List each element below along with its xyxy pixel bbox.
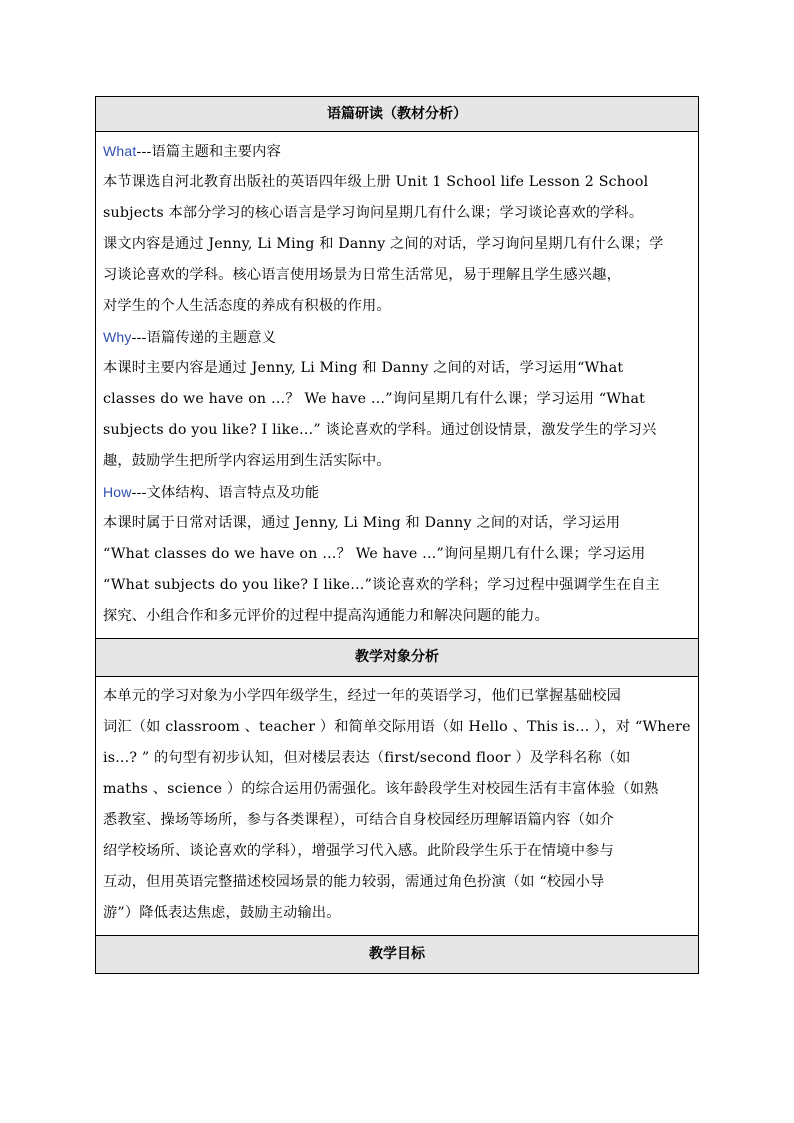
text-study-content	[96, 132, 699, 639]
paragraph-line: 本节课选自河北教育出版社的英语四年级上册 Unit 1 School life Lesson 2 School	[103, 174, 649, 190]
paragraph-line: classes do we have on …？ We have …”询问星期几有什么课；学习运用 “What	[103, 391, 646, 407]
paragraph-line: 本课时属于日常对话课，通过 Jenny, Li Ming 和 Danny 之间的对话，学习运用	[103, 515, 621, 531]
how-keyword: How	[103, 484, 132, 500]
table-row	[96, 97, 699, 132]
table-row	[96, 132, 699, 639]
why-keyword: Why	[103, 329, 132, 345]
why-heading-text: ---语篇传递的主题意义	[131, 330, 277, 346]
section-title-text-study: 语篇研读（教材分析）	[96, 97, 699, 132]
paragraph-line: 绍学校场所、谈论喜欢的学科），增强学习代入感。此阶段学生乐于在情境中参与	[103, 843, 614, 859]
what-heading	[103, 136, 692, 167]
table-row	[96, 936, 699, 974]
paragraph-line: 习谈论喜欢的学科。核心语言使用场景为日常生活常见，易于理解且学生感兴趣，	[103, 267, 621, 283]
how-heading	[103, 477, 692, 508]
what-heading-text: ---语篇主题和主要内容	[136, 144, 281, 160]
paragraph-line: subjects do you like? I like…” 谈论喜欢的学科。通过创设情景，激发学生的学习兴	[103, 422, 657, 438]
paragraph-line: subjects 本部分学习的核心语言是学习询问星期几有什么课；学习谈论喜欢的学科。	[103, 205, 644, 221]
what-keyword: What	[103, 143, 137, 159]
section-title-learner-analysis: 教学对象分析	[96, 639, 699, 677]
why-heading	[103, 322, 692, 353]
paragraph-line: 词汇（如 classroom 、teacher ）和简单交际用语（如 Hello 、This is… ），对 “Where	[103, 719, 691, 735]
paragraph-line: 本单元的学习对象为小学四年级学生，经过一年的英语学习，他们已掌握基础校园	[103, 688, 621, 704]
paragraph-line: maths 、science ）的综合运用仍需强化。该年龄段学生对校园生活有丰富体验（如熟	[103, 781, 659, 797]
paragraph-line: 游”）降低表达焦虑，鼓励主动输出。	[103, 905, 341, 921]
paragraph-line: 本课时主要内容是通过 Jenny, Li Ming 和 Danny 之间的对话，学习运用“What	[103, 360, 624, 376]
paragraph-line: 悉教室、操场等场所，参与各类课程），可结合自身校园经历理解语篇内容（如介	[103, 812, 614, 828]
paragraph-line: 对学生的个人生活态度的养成有积极的作用。	[103, 298, 391, 314]
paragraph-line: 互动，但用英语完整描述校园场景的能力较弱，需通过角色扮演（如 “校园小导	[103, 874, 605, 890]
table-row	[96, 677, 699, 936]
paragraph-line: “What subjects do you like? I like…”谈论喜欢的学科；学习过程中强调学生在自主	[103, 577, 660, 593]
paragraph-line: “What classes do we have on …？ We have …”询问星期几有什么课；学习运用	[103, 546, 646, 562]
paragraph-line: 探究、小组合作和多元评价的过程中提高沟通能力和解决问题的能力。	[103, 608, 550, 624]
how-heading-text: ---文体结构、语言特点及功能	[131, 485, 320, 501]
learner-analysis-content	[96, 677, 699, 936]
section-title-objectives: 教学目标	[96, 936, 699, 974]
paragraph-line: 趣，鼓励学生把所学内容运用到生活实际中。	[103, 453, 391, 469]
lesson-plan-table	[95, 96, 699, 974]
paragraph-line: 课文内容是通过 Jenny, Li Ming 和 Danny 之间的对话，学习询问星期几有什么课；学	[103, 236, 664, 252]
paragraph-line: is...? ” 的句型有初步认知，但对楼层表达（first/second floor ）及学科名称（如	[103, 750, 631, 766]
table-row	[96, 639, 699, 677]
